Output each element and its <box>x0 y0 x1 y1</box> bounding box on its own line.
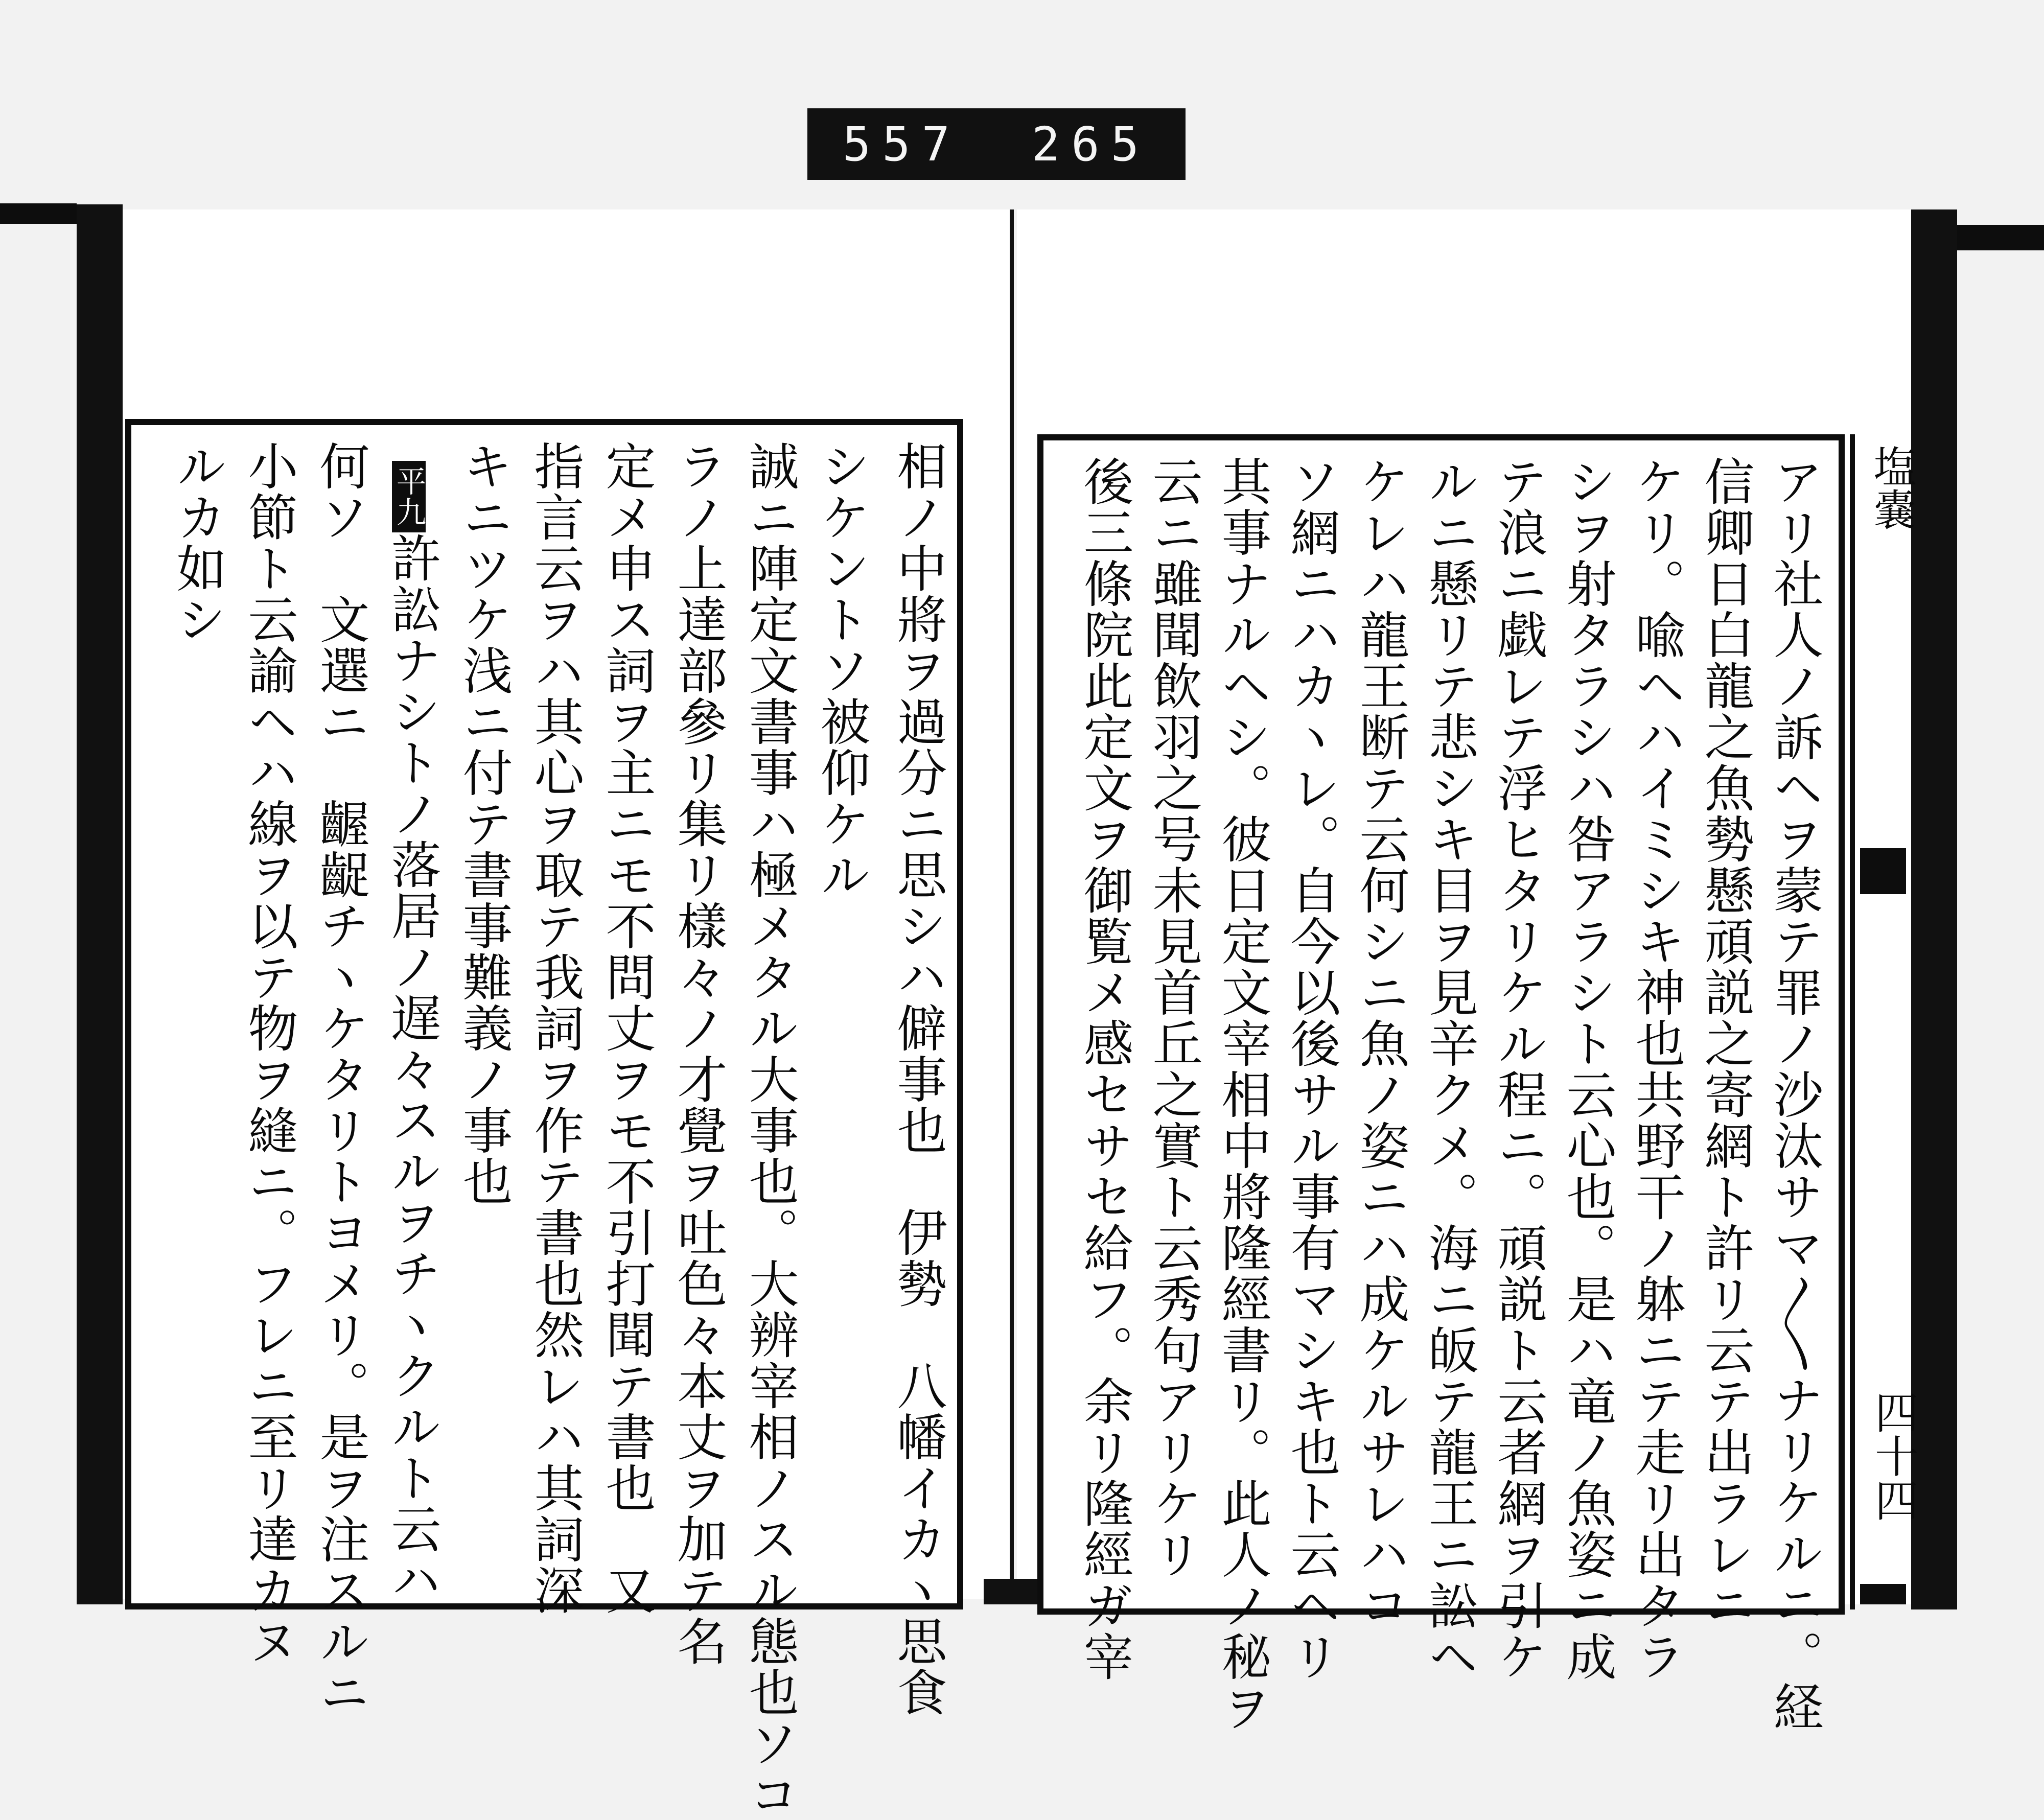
gutter-line <box>1010 209 1014 1589</box>
right-column-3: ケリ。喩ヘハイミシキ神也共野干ノ躰ニテ走リ出タラ <box>1627 456 1685 1682</box>
right-column-4: シヲ射タラシハ咎アラシト云心也。是ハ竜ノ魚姿ニ成 <box>1558 456 1616 1682</box>
right-text-frame <box>1037 434 1845 1733</box>
left-column-7: キニツケ浅ニ付テ書事難義ノ事也 <box>454 440 513 1207</box>
scan-strip-right <box>1957 225 2044 250</box>
right-column-8: ソ網ニハカヽレ。自今以後サル事有マシキ也ト云ヘリ <box>1282 456 1340 1682</box>
left-text-block <box>131 440 957 1820</box>
left-column-5: 定メ申ス詞ヲ主ニモ不問丈ヲモ不引打聞テ書也 又 <box>597 440 656 1616</box>
header-ornament-bottom <box>1860 1584 1906 1604</box>
right-column-10: 云ニ雖聞飲羽之号未見首丘之實ト云秀句アリケリ <box>1144 456 1202 1580</box>
left-column-3: 誠ニ陣定文書事ハ極メタル大事也。大辨宰相ノスル態也ソコ <box>740 440 799 1820</box>
left-column-9: 何ソ 文選ニ 齷齪チヽケタリトヨメリ。是ヲ注スルニ <box>311 440 369 1718</box>
label-left-number: 557 <box>842 116 962 172</box>
right-column-1: アリ社人ノ訴ヘヲ蒙テ罪ノ沙汰サマ〳〵ナリケルニ。経 <box>1765 456 1823 1732</box>
right-column-5: テ浪ニ戯レテ浮ヒタリケル程ニ。頑説ト云者網ヲ引ケ <box>1489 456 1547 1682</box>
label-right-number: 265 <box>1031 116 1151 172</box>
right-column-6: ルニ懸リテ悲シキ目ヲ見辛クメ。海ニ皈テ龍王ニ訟ヘ <box>1420 456 1478 1682</box>
left-column-11: ルカ如シ <box>168 440 226 645</box>
left-column-8: 許訟ナシトノ落居ノ遅々スルヲチヽクルト云ハ <box>383 532 441 1605</box>
header-ornament-top <box>1860 848 1906 894</box>
page-header-strip <box>1850 434 1918 1609</box>
left-column-1: 相ノ中將ヲ過分ニ思シハ僻事也 伊勢 八幡イカヽ思食 <box>889 440 947 1718</box>
gutter-foot <box>984 1579 1040 1604</box>
right-column-9: 其事ナルヘシ。彼日定文宰相中將隆經書リ。此人ノ秘ヲ <box>1213 456 1271 1733</box>
left-column-4: ラノ上達部參リ集リ樣々ノ才覺ヲ吐色々本丈ヲ加テ名 <box>669 440 727 1667</box>
left-column-6: 指言云ヲハ其心ヲ取テ我詞ヲ作テ書也然レハ其詞深 <box>526 440 584 1616</box>
left-page-stack <box>77 204 123 1604</box>
book-spread <box>77 194 1957 1820</box>
header-title: 塩嚢 <box>1867 445 1917 530</box>
headnote-label: 平九 <box>392 461 426 532</box>
left-column-10: 小節ト云諭ヘハ線ヲ以テ物ヲ縫ニ。フレニ至リ達カヌ <box>240 440 298 1667</box>
left-column-2: シケントソ被仰ケル <box>812 440 870 900</box>
scan-strip-left <box>0 203 77 224</box>
archive-label <box>807 108 1186 180</box>
right-column-11: 後三條院此定文ヲ御覧メ感セサセ給フ。余リ隆經ガ宰 <box>1075 456 1133 1682</box>
folio-number: 四十四 <box>1867 1390 1918 1522</box>
right-column-2: 信卿日白龍之魚勢懸頑説之寄網ト許リ云テ出ラレニ <box>1696 456 1754 1631</box>
right-column-7: ケレハ龍王断テ云何シニ魚ノ姿ニハ成ケルサレハコ <box>1351 456 1409 1631</box>
right-text-block <box>1043 456 1839 1733</box>
left-text-frame <box>125 419 963 1820</box>
